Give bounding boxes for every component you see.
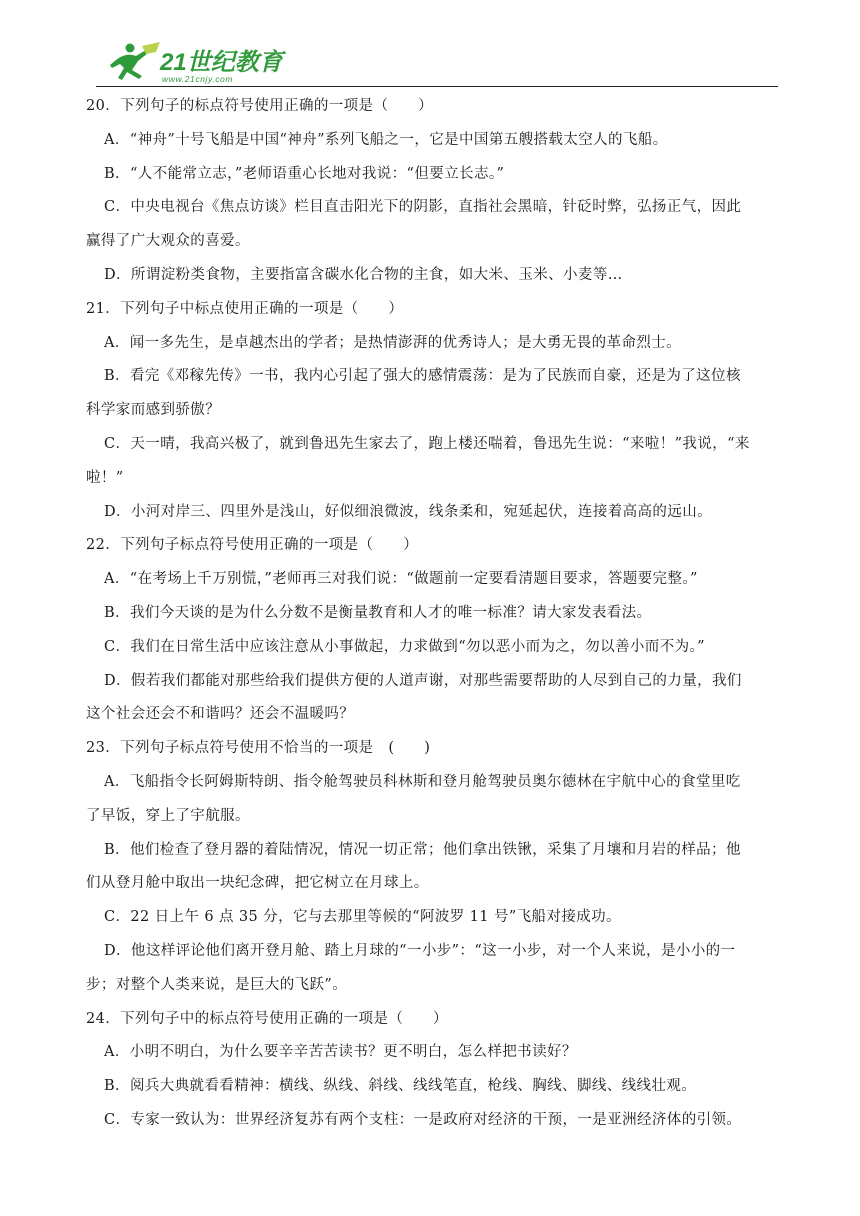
question-stem: 21．下列句子中标点使用正确的一项是（ ） (86, 300, 404, 317)
option-text-continued: 啦！” (86, 469, 124, 486)
option-text: A．飞船指令长阿姆斯特朗、指令舱驾驶员科林斯和登月舱驾驶员奥尔德林在宇航中心的食堂里吃 (104, 773, 741, 790)
question-list (86, 90, 782, 1138)
logo-url: www.21cnjy.com (162, 74, 234, 84)
option-text: D．所谓淀粉类食物，主要指富含碳水化合物的主食，如大米、玉米、小麦等… (104, 266, 623, 283)
answer-option (86, 1036, 782, 1070)
answer-option (86, 834, 782, 902)
option-text: C．中央电视台《焦点访谈》栏目直击阳光下的阴影，直指社会黑暗，针砭时弊，弘扬正气，因此 (104, 199, 742, 216)
option-text: B．我们今天谈的是为什么分数不是衡量教育和人才的唯一标准？请大家发表看法。 (104, 604, 652, 621)
option-text: A．小明不明白，为什么要辛辛苦苦读书？更不明白，怎么样把书读好？ (104, 1044, 577, 1061)
option-text: C．我们在日常生活中应该注意从小事做起，力求做到“勿以恶小而为之，勿以善小而不为。” (104, 638, 705, 655)
option-text-continued: 了早饭，穿上了宇航服。 (86, 807, 250, 824)
answer-option (86, 1070, 782, 1104)
answer-option (86, 360, 782, 428)
option-text: B．他们检查了登月器的着陆情况，情况一切正常；他们拿出铁锹，采集了月壤和月岩的样品；他 (104, 841, 741, 858)
answer-option (86, 935, 782, 1003)
option-text: B．阅兵大典就看看精神：横线、纵线、斜线、线线笔直，枪线、胸线、脚线、线线壮观。 (104, 1078, 697, 1095)
question-stem: 20．下列句子的标点符号使用正确的一项是（ ） (86, 98, 434, 114)
question-stem: 24．下列句子中的标点符号使用正确的一项是（ ） (86, 1010, 448, 1027)
question-stem: 23．下列句子标点符号使用不恰当的一项是 ( ) (86, 740, 431, 757)
page-header (96, 38, 778, 87)
option-text: A．闻一多先生，是卓越杰出的学者；是热情澎湃的优秀诗人；是大勇无畏的革命烈士。 (104, 334, 682, 351)
answer-option (86, 665, 782, 733)
answer-option (86, 327, 782, 361)
option-text: C．专家一致认为：世界经济复苏有两个支柱：一是政府对经济的干预，一是亚洲经济体的引领。 (104, 1111, 742, 1128)
option-text: B．看完《邓稼先传》一书，我内心引起了强大的感情震荡：是为了民族而自豪，还是为了这位核 (104, 368, 741, 385)
answer-option (86, 1104, 782, 1138)
option-text: A．“在考场上千万别慌，”老师再三对我们说：“做题前一定要看清题目要求，答题要完整。” (104, 571, 698, 588)
option-text-continued: 赢得了广大观众的喜爱。 (86, 233, 250, 250)
answer-option (86, 597, 782, 631)
option-text: C．22 日上午 6 点 35 分，它与去那里等候的“阿波罗 11 号”飞船对接成功。 (104, 909, 621, 926)
question-stem: 22．下列句子标点符号使用正确的一项是（ ） (86, 537, 419, 554)
option-text: D．假若我们都能对那些给我们提供方便的人道声谢，对那些需要帮助的人尽到自己的力量，我们 (104, 672, 742, 689)
answer-option (86, 496, 782, 530)
option-text: D．他这样评论他们离开登月舱、踏上月球的“一小步”：“这一小步，对一个人来说，是小小的一 (104, 942, 736, 959)
option-text: D．小河对岸三、四里外是浅山，好似细浪微波，线条柔和，宛延起伏，连接着高高的远山。 (104, 503, 713, 520)
option-text-continued: 步；对整个人类来说，是巨大的飞跃”。 (86, 976, 348, 993)
answer-option (86, 191, 782, 259)
answer-option (86, 766, 782, 834)
answer-option (86, 631, 782, 665)
site-logo (102, 40, 302, 84)
answer-option (86, 563, 782, 597)
answer-option (86, 158, 782, 192)
answer-option (86, 124, 782, 158)
option-text: C．天一晴，我高兴极了，就到鲁迅先生家去了，跑上楼还喘着，鲁迅先生说：“来啦！”我说，“来 (104, 435, 750, 452)
option-text: A．“神舟”十号飞船是中国“神舟”系列飞船之一，它是中国第五艘搭载太空人的飞船。 (104, 131, 668, 148)
answer-option (86, 259, 782, 293)
logo-text: 21世纪教育 (160, 49, 283, 76)
runner-icon (110, 42, 160, 80)
answer-option (86, 901, 782, 935)
answer-option (86, 428, 782, 496)
option-text-continued: 们从登月舱中取出一块纪念碑，把它树立在月球上。 (86, 875, 429, 892)
option-text-continued: 科学家而感到骄傲？ (86, 402, 221, 419)
option-text-continued: 这个社会还会不和谐吗？还会不温暖吗？ (86, 706, 355, 723)
option-text: B．“人不能常立志，”老师语重心长地对我说：“但要立长志。” (104, 165, 505, 182)
